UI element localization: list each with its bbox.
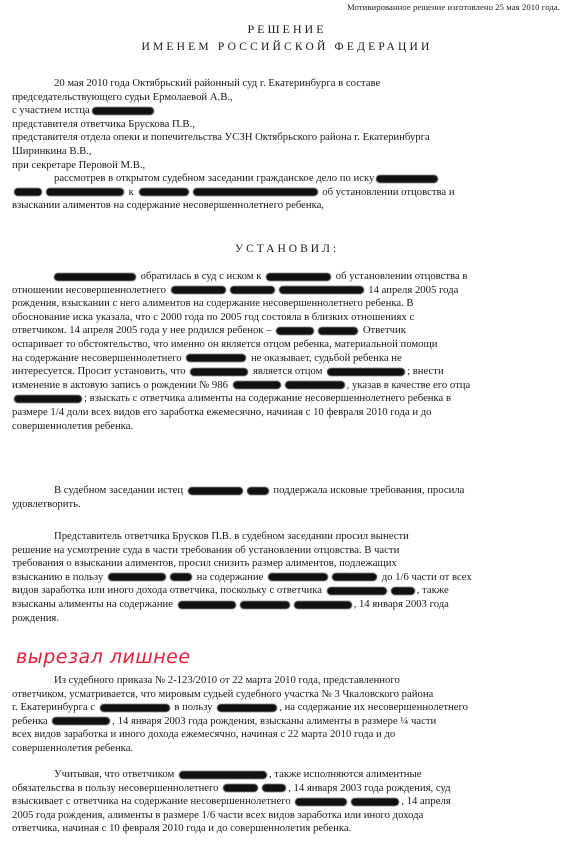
redacted-text — [332, 573, 377, 581]
p4-line-1: Из судебного приказа № 2-123/2010 от 22 марта 2010 года, представленного — [54, 674, 400, 686]
established-heading: УСТАНОВИЛ: — [234, 243, 340, 255]
intro-line-6: Ширинкина В.В., — [12, 144, 92, 157]
paragraph-conclusion — [12, 768, 560, 836]
redacted-text — [262, 784, 286, 792]
intro-line-3: с участием истца — [12, 104, 560, 118]
redacted-text — [188, 487, 243, 495]
redacted-text — [376, 175, 438, 183]
handwritten-note: вырезал лишнее — [16, 646, 191, 668]
p3-line-6: взысканы алименты на содержание , 14 января 2003 года — [12, 597, 449, 610]
p4-line-4: ребенка , 14 января 2003 года рождения, взысканы алименты в размере ¼ части — [12, 714, 437, 727]
p5-line-5: ответчика, начиная с 10 февраля 2010 года и до совершеннолетия ребенка. — [12, 822, 352, 835]
redacted-text — [139, 188, 189, 196]
motivated-decision-note: Мотивированное решение изготовлено 25 мая 2010 года. — [346, 2, 560, 12]
redacted-text — [295, 798, 347, 806]
redacted-text — [223, 784, 258, 792]
intro-line-2: председательствующего судьи Ермолаевой А.В., — [12, 90, 233, 103]
redacted-text — [108, 573, 166, 581]
redacted-text — [14, 188, 42, 196]
redacted-text — [190, 368, 248, 376]
redacted-text — [318, 327, 358, 335]
paragraph-court-order — [12, 674, 560, 756]
p4-line-3: г. Екатеринбурга с в пользу , на содержание их несовершеннолетнего — [12, 701, 468, 714]
redacted-text — [294, 601, 352, 609]
paragraph-hearing — [12, 484, 560, 511]
redacted-text — [247, 487, 269, 495]
redacted-text — [240, 601, 290, 609]
document-title: РЕШЕНИЕ — [247, 22, 327, 36]
p3-line-4: взысканию в пользу на содержание до 1/6 части от всех — [12, 570, 472, 583]
p1-line-9: изменение в актовую запись о рождении № 986 , указав в качестве его отца — [12, 378, 471, 391]
redacted-text — [266, 273, 331, 281]
p1-line-6: оспаривает то обстоятельство, что именно он является отцом ребенка, материальной помощи — [12, 337, 438, 350]
redacted-text — [100, 704, 170, 712]
redacted-text — [217, 704, 277, 712]
p2-line-2: удовлетворить. — [12, 497, 81, 510]
intro-block — [12, 77, 560, 213]
p1-line-8: интересуется. Просит установить, что является отцом ; внести — [12, 365, 444, 378]
intro-line-4: представителя ответчика Брускова П.В., — [12, 117, 195, 130]
p5-line-4: 2005 года рождения, алименты в размере 1/6 части всех видов заработка или иного дохода — [12, 808, 424, 821]
document-subtitle: ИМЕНЕМ РОССИЙСКОЙ ФЕДЕРАЦИИ — [141, 41, 433, 53]
redacted-text — [54, 273, 136, 281]
redacted-text — [279, 286, 364, 294]
p3-line-7: рождения. — [12, 611, 60, 624]
p4-line-2: ответчиком, усматривается, что мировым судьей судебного участка № 3 Чкаловского района — [12, 687, 434, 700]
p4-line-6: совершеннолетия ребенка. — [12, 741, 134, 754]
p1-line-3: рождения, взыскании с него алиментов на содержание несовершеннолетнего ребенка. В — [12, 297, 414, 310]
redacted-text — [178, 601, 236, 609]
intro-line-8: рассмотрев в открытом судебном заседании гражданское дело по иску — [12, 172, 560, 186]
redacted-text — [276, 327, 314, 335]
p2-line-1: В судебном заседании истец поддержала исковые требования, просила — [54, 484, 465, 496]
intro-line-9: к об установлении отцовства и — [12, 186, 560, 200]
redacted-text — [186, 354, 246, 362]
p5-line-1: Учитывая, что ответчиком , также исполняются алиментные — [54, 768, 422, 780]
redacted-text — [171, 286, 226, 294]
p1-line-4: обоснование иска указала, что с 2000 года по 2005 год состояла в близких отношениях с — [12, 310, 415, 323]
redacted-text — [193, 188, 318, 196]
p1-line-7: на содержание несовершеннолетнего не оказывает, судьбой ребенка не — [12, 351, 402, 364]
p1-line-10: ; взыскать с ответчика алименты на содержание несовершеннолетнего ребенка в — [12, 392, 560, 406]
redacted-text — [285, 381, 345, 389]
p1-line-1: обратилась в суд с иском к об установлении отцовства в — [12, 270, 560, 284]
p3-line-3: требования о взыскании алиментов, просил снизить размер алиментов, подлежащих — [12, 557, 397, 570]
redacted-text — [351, 798, 399, 806]
redacted-text — [327, 587, 387, 595]
intro-line-5: представителя отдела опеки и попечительства УСЗН Октябрьского района г. Екатеринбурга — [12, 131, 430, 144]
redacted-text — [268, 573, 328, 581]
intro-line-7: при секретаре Перовой М.В., — [12, 158, 146, 171]
redacted-text — [92, 107, 154, 115]
redacted-text — [230, 286, 275, 294]
redacted-text — [233, 381, 281, 389]
redacted-text — [170, 573, 192, 581]
p5-line-2: обязательства в пользу несовершеннолетнего , 14 января 2003 года рождения, суд — [12, 781, 451, 794]
p1-line-12: совершеннолетия ребенка. — [12, 419, 134, 432]
paragraph-representative — [12, 530, 560, 625]
redacted-text — [14, 395, 82, 403]
redacted-text — [391, 587, 415, 595]
p3-line-5: видов заработка или иного дохода ответчика, поскольку с ответчика , также — [12, 584, 449, 597]
redacted-text — [179, 771, 267, 779]
redacted-text — [46, 188, 124, 196]
p1-line-2: отношении несовершеннолетнего 14 апреля 2005 года — [12, 283, 459, 296]
p3-line-2: решение на усмотрение суда в части требования об установлении отцовства. В части — [12, 543, 400, 556]
p1-line-5: ответчиком. 14 апреля 2005 года у нее родился ребенок – Ответчик — [12, 324, 406, 337]
p1-line-11: размере 1/4 доли всех видов его заработка ежемесячно, начиная с 10 февраля 2010 года и до — [12, 405, 432, 418]
p3-line-1: Представитель ответчика Брусков П.В. в судебном заседании просил вынести — [54, 530, 409, 542]
paragraph-claim — [12, 270, 560, 433]
p4-line-5: всех видов заработка и иного дохода ежемесячно, начиная с 22 марта 2010 года и до — [12, 728, 396, 741]
redacted-text — [52, 717, 110, 725]
intro-line-1: 20 мая 2010 года Октябрьский районный суд г. Екатеринбурга в составе — [54, 77, 381, 89]
p5-line-3: взыскивает с ответчика на содержание несовершеннолетнего , 14 апреля — [12, 795, 451, 808]
redacted-text — [327, 368, 405, 376]
intro-line-10: взыскании алиментов на содержание несовершеннолетнего ребенка, — [12, 199, 325, 212]
